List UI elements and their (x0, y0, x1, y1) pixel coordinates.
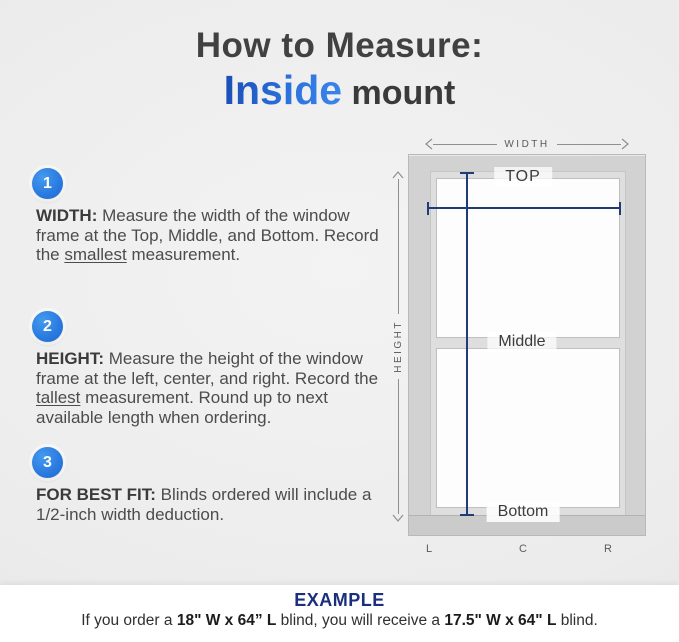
step-number: 3 (43, 453, 52, 471)
arrow-line (398, 179, 399, 314)
step-body-text-after: measurement. (126, 245, 241, 264)
marker-right: R (604, 543, 612, 555)
step-text (36, 349, 382, 427)
example-section (0, 585, 679, 642)
arrow-line (398, 379, 399, 514)
arrow-up-icon (391, 170, 405, 179)
label-chip-bottom: Bottom (487, 502, 560, 522)
step-label: FOR BEST FIT: (36, 485, 156, 504)
width-measure-line (427, 207, 621, 209)
arrow-left-icon (424, 137, 433, 151)
window-diagram (380, 130, 672, 590)
step-number-badge (32, 447, 63, 478)
label-chip-top: TOP (494, 167, 552, 187)
step-height (30, 311, 382, 427)
label-chip-middle: Middle (487, 332, 556, 352)
step-best-fit (30, 447, 382, 524)
arrow-line (433, 144, 497, 145)
example-middle: blind, you will receive a (276, 612, 445, 629)
marker-center: C (519, 543, 527, 555)
width-dimension-arrow (424, 137, 630, 151)
step-number-badge (32, 311, 63, 342)
arrow-right-icon (621, 137, 630, 151)
example-prefix: If you order a (81, 612, 177, 629)
example-size-ordered: 18" W x 64” L (176, 612, 277, 629)
step-number: 1 (43, 174, 52, 192)
step-text (36, 485, 382, 524)
title-accent-word: Inside (223, 67, 343, 113)
arrow-down-icon (391, 514, 405, 523)
step-body-text-after: measurement. Round up to next available length when ordering. (36, 388, 329, 427)
title-block (0, 26, 679, 114)
height-measure-line (466, 172, 468, 516)
step-body-text: Measure the width of the window frame at the Top, Middle, and Bottom. Record the (36, 206, 379, 264)
upper-sash-pane (436, 178, 620, 338)
marker-left: L (425, 543, 433, 555)
step-number: 2 (43, 317, 52, 335)
height-arrow-label: HEIGHT (392, 320, 404, 373)
page-title-line2 (0, 67, 679, 114)
step-number-badge (32, 168, 63, 199)
step-width (30, 168, 382, 265)
example-size-received: 17.5" W x 64" L (444, 612, 557, 629)
step-body-text: Measure the height of the window frame at the left, center, and right. Record the (36, 349, 379, 388)
example-heading: EXAMPLE (294, 590, 385, 610)
underlined-term: smallest (64, 245, 127, 264)
example-text (0, 612, 679, 630)
step-label: WIDTH: (36, 206, 98, 225)
step-body-text: Blinds ordered will include a 1/2-inch width deduction. (36, 485, 372, 524)
arrow-line (557, 144, 621, 145)
page-title-line1: How to Measure: (195, 26, 484, 65)
step-label: HEIGHT: (36, 349, 104, 368)
width-arrow-label: WIDTH (504, 138, 550, 150)
height-dimension-arrow (391, 170, 405, 523)
underlined-term: tallest (36, 388, 81, 407)
lower-sash-pane (436, 348, 620, 508)
title-suffix-word: mount (342, 74, 456, 112)
step-text (36, 206, 382, 265)
example-suffix: blind. (556, 612, 598, 629)
